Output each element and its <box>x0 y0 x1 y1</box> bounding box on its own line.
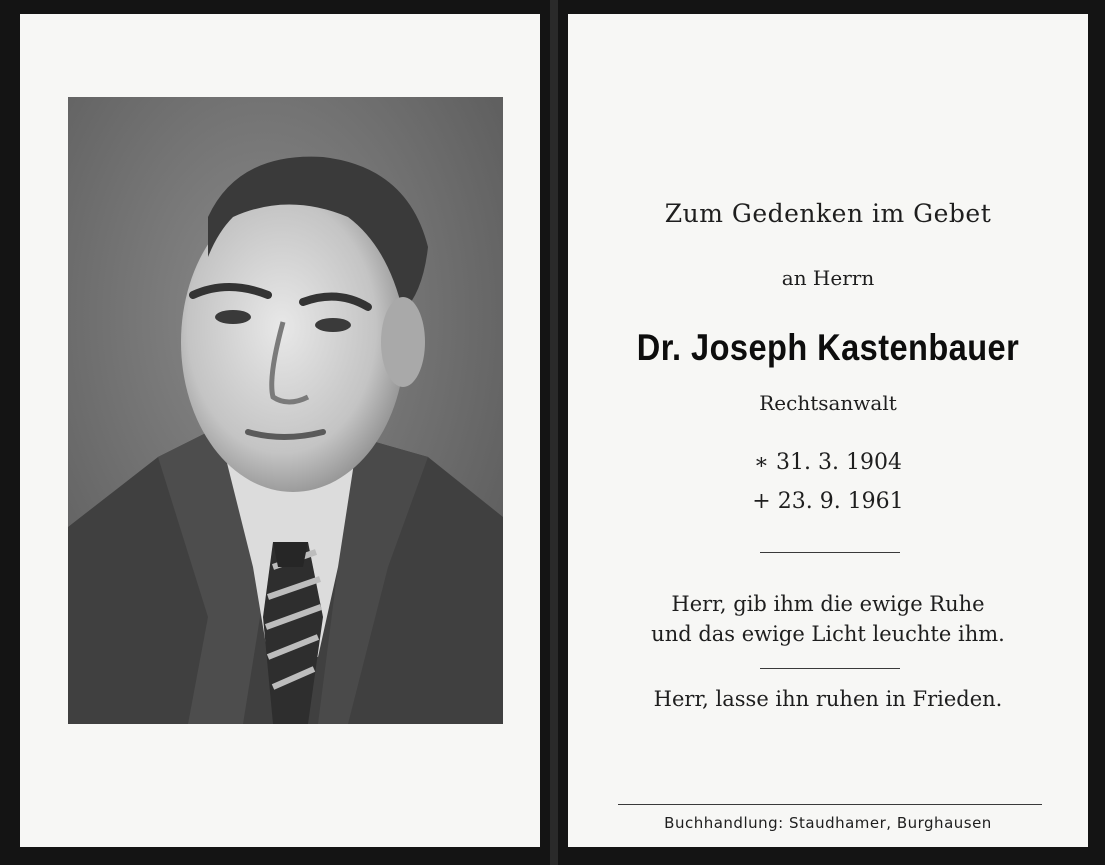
deceased-name: Dr. Joseph Kastenbauer <box>636 327 1020 368</box>
portrait-photo-icon <box>68 97 503 724</box>
prayer-line: Herr, lasse ihn ruhen in Frieden. <box>653 687 1003 711</box>
portrait-illustration <box>68 97 503 724</box>
salutation: an Herrn <box>781 266 875 290</box>
right-page <box>568 14 1088 847</box>
footer-divider <box>618 804 1042 805</box>
birth-date: ∗ 31. 3. 1904 <box>754 450 902 475</box>
prayer-line: Herr, gib ihm die ewige Ruhe <box>671 592 985 616</box>
memorial-heading: Zum Gedenken im Gebet <box>664 199 992 228</box>
prayer-line: und das ewige Licht leuchte ihm. <box>651 622 1005 646</box>
divider <box>760 668 900 669</box>
death-date: + 23. 9. 1961 <box>752 489 904 514</box>
card-fold <box>550 0 558 865</box>
publisher-imprint: Buchhandlung: Staudhamer, Burghausen <box>664 814 992 832</box>
profession: Rechtsanwalt <box>759 391 897 415</box>
left-page <box>20 14 540 847</box>
divider <box>760 552 900 553</box>
